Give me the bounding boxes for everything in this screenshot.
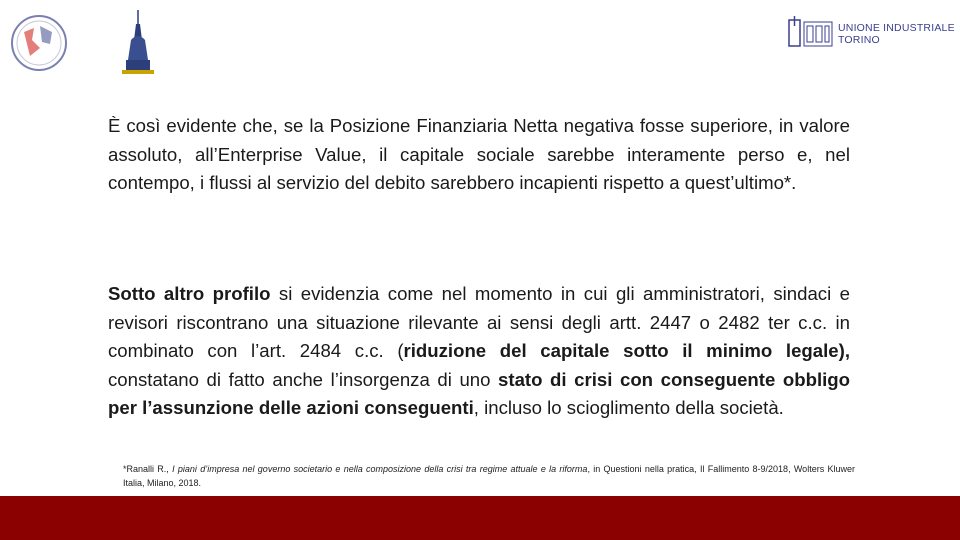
ui-logo-line2: TORINO (838, 34, 880, 46)
ui-logo-line1: UNIONE INDUSTRIALE (838, 22, 955, 34)
footer-bar (0, 496, 960, 540)
bold-stato-di-crisi: stato di crisi con conseguente obbligo per l’assunzione delle azioni conseguenti (108, 368, 850, 419)
bold-riduzione-capitale: riduzione del capitale sotto il minimo legale), (403, 340, 850, 362)
paragraph-crisis-profile (108, 280, 850, 423)
unione-industriale-logo-icon (787, 16, 835, 50)
unione-industriale-logo-text (838, 22, 955, 46)
footnote-prefix: *Ranalli R., (123, 464, 173, 474)
paragraph2-text3: , incluso lo scioglimento della società. (473, 397, 784, 419)
odcec-seal-logo (10, 12, 68, 74)
paragraph-enterprise-value: È così evidente che, se la Posizione Finanziaria Netta negativa fosse superiore, in valore assoluto, all’Enterprise Value, il capitale sociale sarebbe interamente perso e, nel contempo, i flussi al servizio del debito sarebbero incapienti rispetto a quest’ultimo*. (108, 115, 850, 194)
footnote-suffix: , in Questioni nella pratica, Il Fallimento 8-9/2018, Wolters Kluwer Italia, Milano, 2018. (123, 464, 855, 488)
paragraph2-text2: constatano di fatto anche l’insorgenza di uno (108, 368, 499, 390)
footnote-citation (123, 462, 855, 490)
mole-antonelliana-logo (118, 10, 158, 78)
bold-sotto-altro-profilo: Sotto altro profilo (108, 283, 271, 304)
footnote-title: I piani d’impresa nel governo societario e nella composizione della crisi tra regime attuale e la riforma (172, 464, 588, 474)
paragraph2-text1: si evidenzia come nel momento in cui gli amministratori, sindaci e revisori riscontrano una situazione rilevante ai sensi degli artt. 2447 o 2482 ter c.c. in combinato con l’art. 2484 c.c. ( (108, 283, 850, 362)
